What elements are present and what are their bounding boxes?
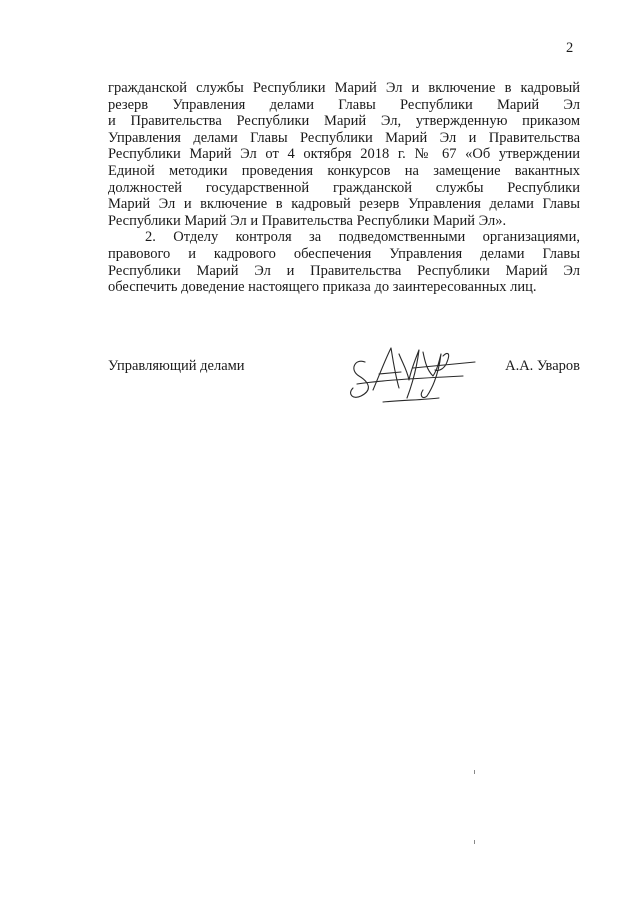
- paragraph-2: [108, 229, 580, 295]
- text-line: обеспечить доведение настоящего приказа до заинтересованных лиц.: [108, 279, 537, 296]
- text-line: Республики Марий Эл от 4 октября 2018 г. № 67 «Об утверждении: [108, 146, 580, 163]
- text-line: гражданской службы Республики Марий Эл и включение в кадровый: [108, 80, 580, 96]
- text-line: Управления делами Главы Республики Марий Эл и Правительства: [108, 129, 580, 146]
- handwritten-signature: [343, 340, 483, 408]
- text-line: Республики Марий Эл и Правительства Республики Марий Эл: [108, 262, 580, 279]
- signatory-position: Управляющий делами: [108, 358, 245, 374]
- document-body: [108, 80, 580, 296]
- text-line: должностей государственной гражданской службы Республики: [108, 179, 580, 196]
- scan-speck: [474, 770, 475, 774]
- text-line: 2. Отделу контроля за подведомственными организациями,: [145, 229, 580, 246]
- text-line: Единой методики проведения конкурсов на замещение вакантных: [108, 162, 580, 179]
- page-number: 2: [566, 40, 574, 56]
- text-line: Марий Эл и включение в кадровый резерв Управления делами Главы: [108, 196, 580, 213]
- text-line: Республики Марий Эл и Правительства Республики Марий Эл».: [108, 212, 507, 229]
- paragraph-1: [108, 80, 580, 229]
- scan-speck: [474, 840, 475, 844]
- signatory-name: А.А. Уваров: [505, 358, 580, 374]
- text-line: и Правительства Республики Марий Эл, утвержденную приказом: [108, 113, 580, 130]
- text-line: резерв Управления делами Главы Республики Марий Эл: [108, 96, 580, 113]
- text-line: правового и кадрового обеспечения Управления делами Главы: [108, 245, 580, 262]
- signature-block: [108, 352, 580, 412]
